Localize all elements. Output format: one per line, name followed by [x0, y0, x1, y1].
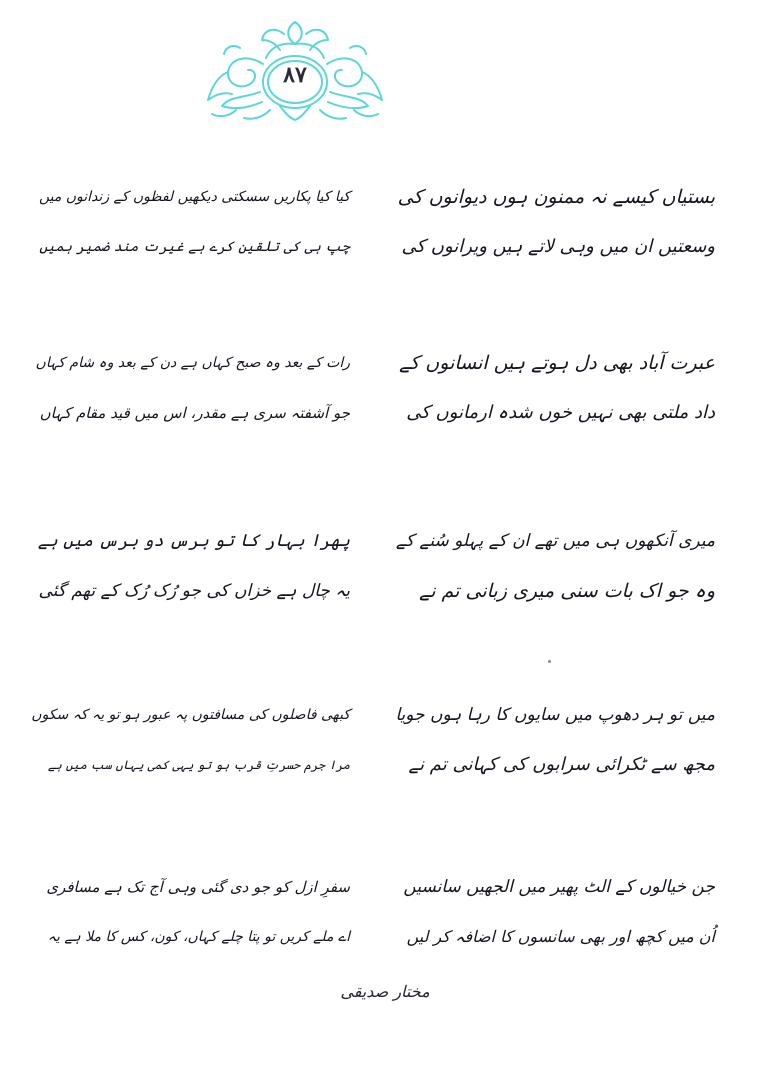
- stanza-2-left: [30, 352, 350, 424]
- verse-line: کبھی فاصلوں کی مسافتوں پہ عبور ہو تو یہ کہ سکوں: [31, 707, 350, 723]
- stanza-3-right: [395, 530, 715, 602]
- verse-line: رات کے بعد وہ صبح کہاں ہے دن کے بعد وہ شام کہاں: [35, 355, 350, 371]
- verse-line: اُن میں کچھ اور بھی سانسوں کا اضافہ کر لیں: [406, 927, 715, 946]
- verse-line: جو آشفتہ سری ہے مقدر، اس میں قید مقام کہاں: [39, 404, 350, 422]
- verse-line: یہ چال ہے خزاں کی جو رُک رُک کے تھم گئی: [38, 581, 350, 601]
- stanza-1-right: [395, 186, 715, 258]
- verse-line: مجھ سے ٹکرائی سرابوں کی کہانی تم نے: [408, 754, 715, 775]
- stanza-5-right: [395, 876, 715, 948]
- verse-line: وسعتیں ان میں وہی لاتے ہیں ویرانوں کی: [401, 236, 715, 257]
- verse-line: پھرا بہار کا تو برس دو برس میں ہے: [37, 531, 350, 551]
- verse-line: بستیاں کیسے نہ ممنون ہوں دیوانوں کی: [397, 186, 715, 208]
- verse-line: جن خیالوں کے الٹ پھیر میں الجھیں سانسیں: [403, 877, 715, 897]
- stanza-3-left: [30, 530, 350, 602]
- verse-line: سفرِ ازل کو جو دی گئی وہی آج تک ہے مسافری: [46, 878, 350, 896]
- verse-line: مرا جرم حسرتِ قرب ہو تو یہی کمی یہاں سب میں ہے: [47, 758, 350, 772]
- stanza-5-left: [30, 876, 350, 948]
- verse-line: میں تو ہر دھوپ میں سایوں کا رہا ہوں جویا: [395, 705, 715, 725]
- verse-line: داد ملتی بھی نہیں خوں شدہ ارمانوں کی: [406, 402, 715, 423]
- verse-line: اے ملے کریں تو پتا چلے کہاں، کون، کس کا ملا ہے یہ: [47, 929, 350, 945]
- verse-line: چپ ہی کی تلقین کرے ہے غیرت مند ضمیر ہمیں: [39, 239, 350, 255]
- stanza-4-right: [395, 704, 715, 776]
- page-number: ۸۷: [283, 62, 307, 88]
- verse-line: عبرت آباد بھی دل ہوتے ہیں انسانوں کے: [399, 352, 715, 374]
- stanza-2-right: [395, 352, 715, 424]
- verse-line: کیا کیا پکاریں سسکتی دیکھیں لفظوں کے زندانوں میں: [38, 189, 350, 205]
- stanza-1-left: [30, 186, 350, 258]
- ink-speck: [548, 660, 551, 663]
- stanza-4-left: [30, 704, 350, 776]
- verse-line: میری آنکھوں ہی میں تھے ان کے پہلو سُنے کے: [395, 531, 715, 551]
- poet-signature: مختار صدیقی: [340, 982, 430, 1001]
- verse-line: وہ جو اک بات سنی میری زبانی تم نے: [419, 580, 715, 602]
